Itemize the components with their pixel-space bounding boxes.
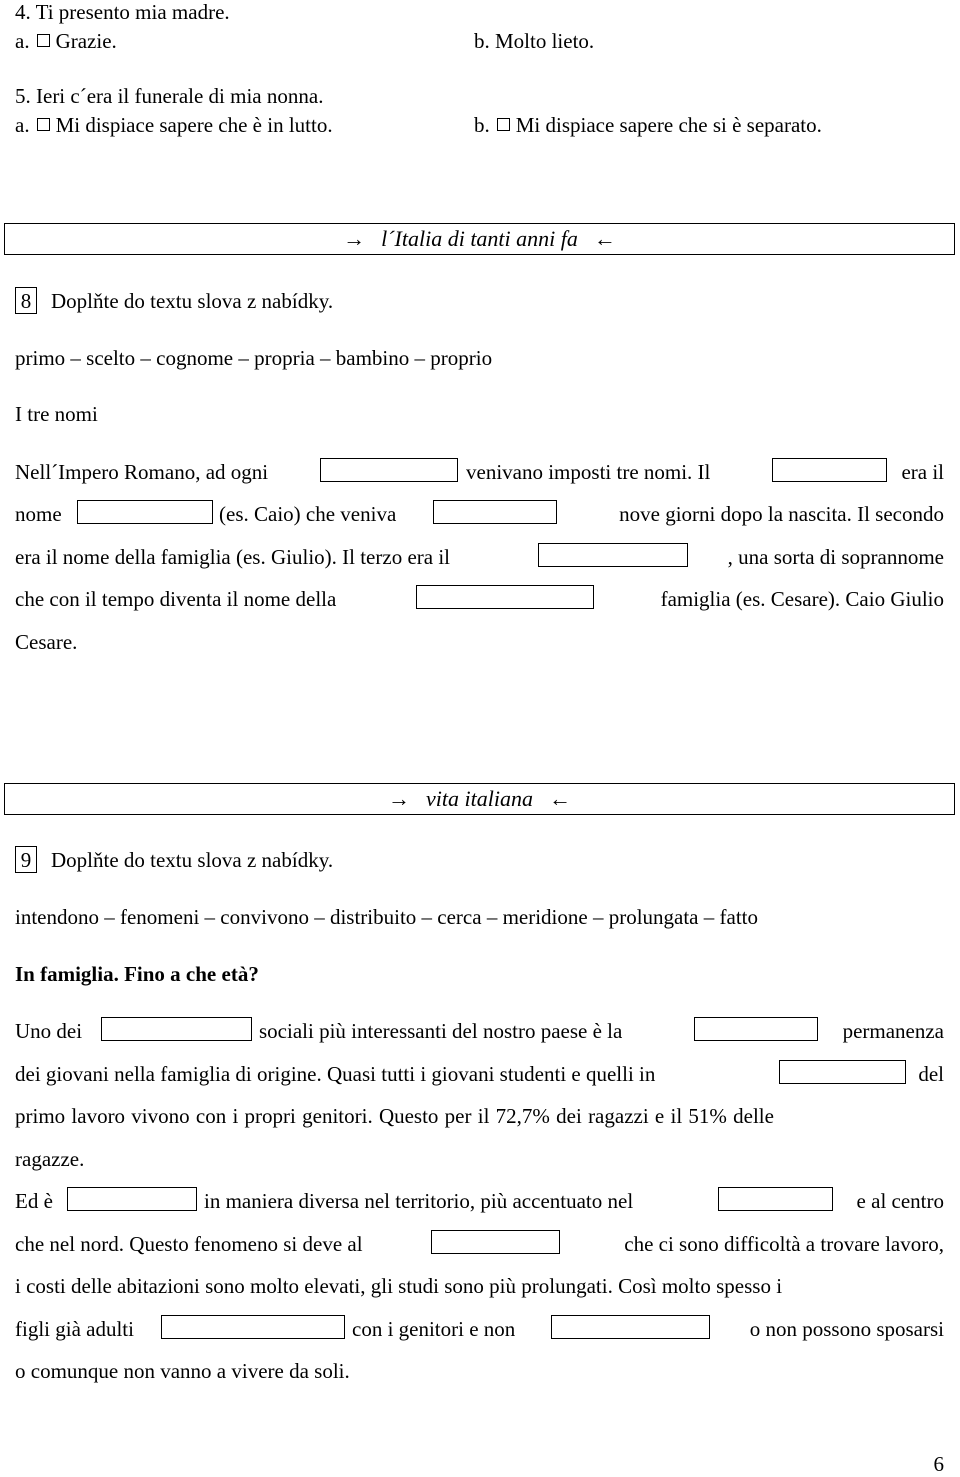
instruction-text: Doplňte do textu slova z nabídky. xyxy=(51,848,334,872)
checkbox-icon[interactable] xyxy=(37,34,50,47)
text-fragment: figli già adulti xyxy=(15,1317,134,1341)
word-bank: primo – scelto – cognome – propria – bambino – proprio xyxy=(15,346,493,370)
blank-field[interactable] xyxy=(101,1017,252,1041)
section8-banner xyxy=(4,223,955,255)
text-heading: I tre nomi xyxy=(15,402,98,426)
q5-option-a[interactable]: a. Mi dispiace sapere che è in lutto. xyxy=(15,113,333,137)
word-bank: intendono – fenomeni – convivono – distribuito – cerca – meridione – prolungata – fatto xyxy=(15,905,758,929)
text-fragment: Ed è xyxy=(15,1189,53,1213)
text-fragment: permanenza xyxy=(842,1019,944,1043)
checkbox-icon[interactable] xyxy=(497,118,510,131)
blank-field[interactable] xyxy=(433,500,557,524)
section9-instruction-row xyxy=(15,846,333,874)
text-fragment: , una sorta di soprannome xyxy=(727,545,944,569)
blank-field[interactable] xyxy=(77,500,213,524)
blank-field[interactable] xyxy=(320,458,458,482)
text-fragment: del xyxy=(918,1062,944,1086)
text-fragment: (es. Caio) che veniva xyxy=(219,502,397,526)
blank-field[interactable] xyxy=(694,1017,818,1041)
blank-field[interactable] xyxy=(67,1187,197,1211)
text-fragment: che nel nord. Questo fenomeno si deve al xyxy=(15,1232,363,1256)
text-fragment: nove giorni dopo la nascita. Il secondo xyxy=(619,502,944,526)
text-fragment: venivano imposti tre nomi. Il xyxy=(466,460,711,484)
q5-option-a-label: Mi dispiace sapere che è in lutto. xyxy=(55,113,333,137)
q4-option-a[interactable]: a. Grazie. xyxy=(15,29,117,53)
page-number: 6 xyxy=(933,1452,944,1476)
text-fragment: che con il tempo diventa il nome della xyxy=(15,587,337,611)
text-fragment: Uno dei xyxy=(15,1019,83,1043)
text-fragment: primo lavoro vivono con i propri genitori. Questo per il 72,7% dei ragazzi e il 51% delle xyxy=(15,1104,774,1128)
text-fragment: sociali più interessanti del nostro paese è la xyxy=(259,1019,623,1043)
blank-field[interactable] xyxy=(718,1187,833,1211)
blank-field[interactable] xyxy=(551,1315,710,1339)
text-fragment: dei giovani nella famiglia di origine. Quasi tutti i giovani studenti e quelli in xyxy=(15,1062,656,1086)
text-fragment: in maniera diversa nel territorio, più accentuato nel xyxy=(204,1189,634,1213)
q5-question: 5. Ieri c´era il funerale di mia nonna. xyxy=(15,84,324,108)
blank-field[interactable] xyxy=(779,1060,906,1084)
text-fragment: con i genitori e non xyxy=(352,1317,516,1341)
text-fragment: e al centro xyxy=(856,1189,944,1213)
text-heading: In famiglia. Fino a che età? xyxy=(15,962,259,986)
section9-banner xyxy=(4,783,955,815)
q4-question: 4. Ti presento mia madre. xyxy=(15,0,230,24)
text-fragment: che ci sono difficoltà a trovare lavoro, xyxy=(624,1232,944,1256)
text-fragment: nome xyxy=(15,502,62,526)
section8-banner-title: l´Italia di tanti anni fa xyxy=(381,226,578,251)
blank-field[interactable] xyxy=(431,1230,560,1254)
text-fragment: Nell´Impero Romano, ad ogni xyxy=(15,460,269,484)
instruction-text: Doplňte do textu slova z nabídky. xyxy=(51,289,334,313)
section8-instruction-row xyxy=(15,287,333,315)
checkbox-icon[interactable] xyxy=(37,118,50,131)
section9-banner-title: vita italiana xyxy=(426,786,533,811)
arrow-left-icon: ← xyxy=(593,226,616,251)
exercise-number: 9 xyxy=(15,846,37,873)
q4-option-a-label: Grazie. xyxy=(55,29,117,53)
text-fragment: era il xyxy=(901,460,944,484)
arrow-left-icon: ← xyxy=(548,786,571,811)
text-fragment: i costi delle abitazioni sono molto elevati, gli studi sono più prolungati. Così molto spesso i xyxy=(15,1274,783,1298)
text-fragment: o non possono sposarsi xyxy=(749,1317,944,1341)
q4-option-b: b. Molto lieto. xyxy=(474,29,595,53)
exercise-number: 8 xyxy=(15,287,37,314)
blank-field[interactable] xyxy=(538,543,688,567)
blank-field[interactable] xyxy=(416,585,594,609)
arrow-right-icon: → xyxy=(343,226,366,251)
text-fragment: Cesare. xyxy=(15,630,78,654)
text-fragment: famiglia (es. Cesare). Caio Giulio xyxy=(660,587,944,611)
q5-option-b-label: Mi dispiace sapere che si è separato. xyxy=(515,113,822,137)
text-fragment: ragazze. xyxy=(15,1147,85,1171)
text-fragment: o comunque non vanno a vivere da soli. xyxy=(15,1359,350,1383)
blank-field[interactable] xyxy=(161,1315,345,1339)
blank-field[interactable] xyxy=(772,458,887,482)
text-fragment: era il nome della famiglia (es. Giulio). Il terzo era il xyxy=(15,545,450,569)
q5-option-b[interactable]: b. Mi dispiace sapere che si è separato. xyxy=(474,113,822,137)
arrow-right-icon: → xyxy=(388,786,411,811)
